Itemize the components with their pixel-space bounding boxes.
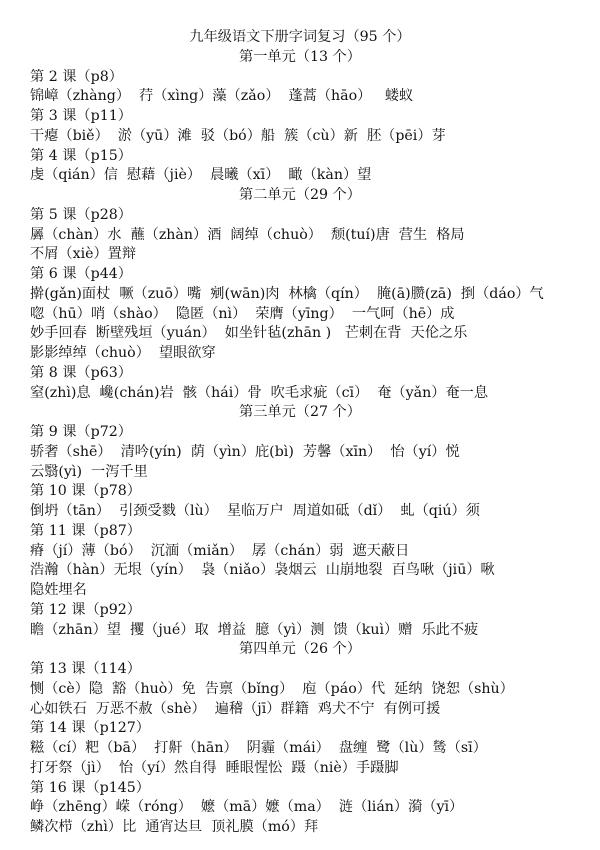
vocab-line: 影影绰绰（chuò） 望眼欲穿	[30, 345, 216, 361]
vocab-line: 打牙祭（jì） 怡（yí）然自得 睡眼惺忪 蹑（niè）手蹑脚	[30, 759, 399, 776]
lesson-title: 第 10 课（p78）	[30, 483, 141, 500]
document-body	[0, 28, 600, 838]
unit-heading: 第二单元（29 个）	[239, 187, 361, 203]
lesson-title: 第 12 课（p92）	[30, 601, 141, 618]
vocab-line: 鳞次栉（zhì）比 通宵达旦 顶礼膜（mó）拜	[30, 819, 319, 835]
lesson-title: 第 3 课（p11）	[30, 108, 132, 124]
vocab-line: 羼（chàn）水 蘸（zhàn）酒 阔绰（chuò） 颓(tuí)唐 营生 格局	[30, 226, 465, 243]
vocab-line: 隐姓埋名	[30, 582, 87, 598]
vocab-line: 妙手回春 断壁残垣（yuán） 如坐针毡(zhān ) 芒刺在背 天伦之乐	[30, 325, 468, 342]
lesson-title: 第 4 课（p15）	[30, 147, 132, 164]
vocab-line: 心如铁石 万恶不赦（shè） 遍稽（jī）群籍 鸡犬不宁 有例可援	[30, 700, 441, 717]
vocab-line: 窒(zhì)息 巉(chán)岩 骸（hái）骨 吹毛求疵（cī） 奄（yǎn）奄一息	[30, 384, 489, 401]
lesson-title: 第 16 课（p145）	[30, 779, 150, 796]
vocab-line: 云翳(yì) 一泻千里	[30, 463, 148, 480]
unit-heading: 第四单元（26 个）	[239, 641, 361, 658]
vocab-line: 干瘪（biě） 淤（yū）滩 驳（bó）船 簇（cù）新 胚（pēi）芽	[30, 127, 446, 144]
unit-heading: 第三单元（27 个）	[239, 404, 361, 421]
vocab-line: 糍（cí）粑（bā） 打鼾（hān） 阴霾（mái） 盘缠 鹭（lù）鸶（sī）	[30, 740, 487, 756]
vocab-line: 浩瀚（hàn）无垠（yín） 袅（niǎo）袅烟云 山崩地裂 百鸟啾（jiū）啾	[30, 562, 495, 579]
lesson-title: 第 5 课（p28）	[30, 206, 132, 223]
lesson-title: 第 13 课（114）	[30, 661, 141, 677]
lesson-title: 第 9 课（p72）	[30, 424, 132, 440]
vocab-line: 锦嶂（zhàng） 荇（xìng）藻（zǎo） 蓬蒿（hāo） 蝼蚁	[30, 88, 414, 105]
vocab-line: 虔（qián）信 慰藉（jiè） 晨曦（xī） 瞰（kàn）望	[30, 167, 372, 184]
vocab-line: 骄奢（shē） 清吟(yín) 荫（yìn）庇(bì) 芳馨（xīn） 怡（yí）悦	[30, 443, 460, 460]
vocab-line: 瞻（zhān）望 攫（jué）取 增益 臆（yì）测 馈（kuì）赠 乐此不疲	[30, 621, 479, 638]
vocab-line: 擀(gǎn)面杖 噘（zuō）嘴 剜(wān)肉 林檎（qín） 腌(ā)臜(zā) 捯（dáo）气	[30, 285, 544, 302]
unit-heading: 第一单元（13 个）	[239, 48, 361, 65]
lesson-title: 第 11 课（p87）	[30, 522, 141, 539]
vocab-line: 峥（zhēng）嵘（róng） 嬷（mā）嬷（ma） 涟（lián）漪（yī）	[30, 799, 464, 816]
vocab-line: 恻（cè）隐 豁（huò）免 告禀（bǐng） 庖（páo）代 延纳 饶恕（shù）	[30, 680, 514, 697]
vocab-line: 唿（hū）哨（shào） 隐匿（nì） 荣膺（yīng） 一气呵（hē）成	[30, 305, 455, 322]
lesson-title: 第 2 课（p8）	[30, 68, 123, 85]
document-title: 九年级语文下册字词复习（95 个）	[189, 29, 411, 45]
vocab-line: 瘠（jí）薄（bó） 沉湎（miǎn） 孱（chán）弱 遮天蔽日	[30, 542, 410, 559]
lesson-title: 第 14 课（p127）	[30, 720, 150, 737]
lesson-title: 第 6 课（p44）	[30, 266, 132, 282]
lesson-title: 第 8 课（p63）	[30, 364, 132, 381]
vocab-line: 倒坍（tān） 引颈受戮（lù） 星临万户 周道如砥（dǐ） 虬（qiú）须	[30, 503, 480, 519]
vocab-line: 不屑（xiè）置辩	[30, 246, 137, 263]
